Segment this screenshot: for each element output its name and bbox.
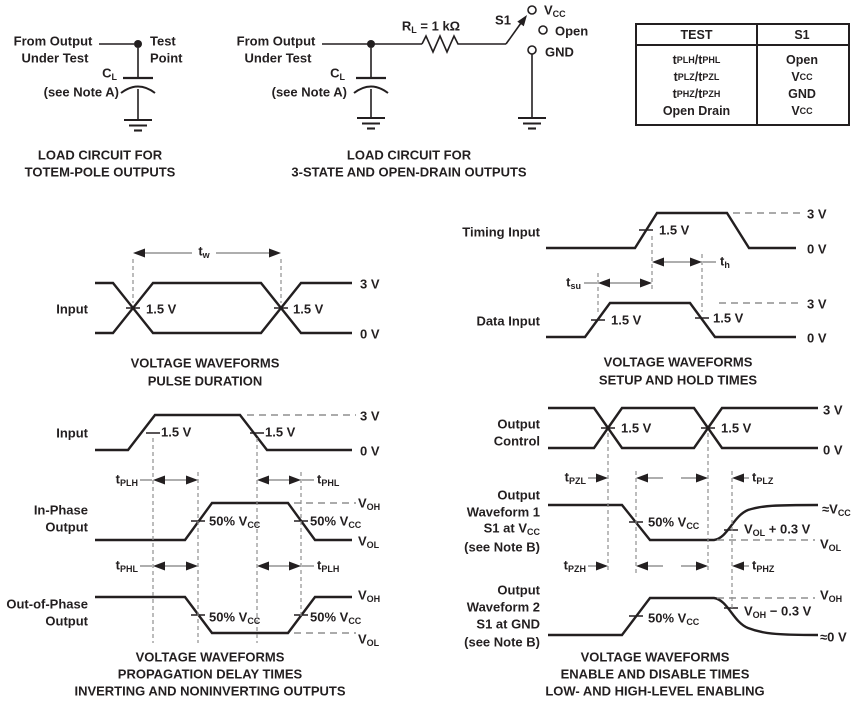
test-column-header: TEST xyxy=(680,27,713,42)
tpzh-label: $t_{PZH}$ xyxy=(563,557,586,574)
voh-level-label: $V_{OH}$ xyxy=(820,587,843,604)
output-control-waveform xyxy=(548,408,818,448)
tphl-label: $t_{PHL}$ xyxy=(317,471,340,488)
input-signal-label: Input xyxy=(56,301,88,317)
threshold-label: 1.5 V xyxy=(659,222,690,238)
high-level-label: 3 V xyxy=(807,206,827,222)
arrowhead-right xyxy=(640,279,652,288)
s1-switch-label: S1 xyxy=(495,12,511,28)
enable-disable-caption: ENABLE AND DISABLE TIMES xyxy=(560,666,750,682)
table-column-divider xyxy=(756,25,758,124)
test-cell: t PHZ /t PZH xyxy=(672,86,721,101)
switch-arrowhead xyxy=(517,15,527,26)
arrowhead xyxy=(153,476,165,485)
approx-zero-label: ≈0 V xyxy=(820,629,847,645)
in-phase-output-label: Output xyxy=(45,519,88,535)
tsu-label: $t_{su}$ xyxy=(566,274,581,291)
arrowhead xyxy=(186,562,198,571)
prop-delay-caption: VOLTAGE WAVEFORMS xyxy=(135,649,285,665)
note-a-reference: (see Note A) xyxy=(43,84,119,100)
high-level-label: 3 V xyxy=(823,402,843,418)
note-b-reference: (see Note B) xyxy=(464,539,540,555)
test-point-label: Test xyxy=(150,33,176,49)
ground-symbol xyxy=(357,118,385,129)
input-signal-label: Input xyxy=(56,425,88,441)
threshold-label: 1.5 V xyxy=(161,424,192,440)
table-header-row xyxy=(637,25,848,46)
high-level-label: 3 V xyxy=(360,408,380,424)
tplh-label: $t_{PLH}$ xyxy=(115,471,138,488)
output-control-label: Control xyxy=(493,433,540,449)
arrowhead xyxy=(636,474,648,483)
arrowhead-right xyxy=(690,258,702,267)
ground-symbol xyxy=(124,120,152,131)
note-b-reference: (see Note B) xyxy=(464,634,540,650)
arrowhead xyxy=(696,474,708,483)
setup-hold-caption: SETUP AND HOLD TIMES xyxy=(598,372,758,388)
pulse-caption: PULSE DURATION xyxy=(147,373,263,389)
gnd-contact xyxy=(528,46,536,54)
in-phase-output-label: In-Phase xyxy=(33,502,88,518)
s1-switch-table xyxy=(635,23,850,126)
test-point-node xyxy=(134,40,142,48)
output-node xyxy=(367,40,375,48)
s1-column-header: S1 xyxy=(794,27,810,42)
vcc-position-label: $V_{CC}$ xyxy=(544,2,566,19)
tplz-label: $t_{PLZ}$ xyxy=(752,469,774,486)
test-cell: Open Drain xyxy=(662,103,731,118)
vol-level-label: $V_{OL}$ xyxy=(358,631,380,648)
half-vcc-label: 50% $V_{CC}$ xyxy=(648,610,700,627)
test-cell: t PLZ /t PZL xyxy=(673,69,720,84)
threshold-label: 1.5 V xyxy=(611,312,642,328)
table-row xyxy=(637,68,848,85)
table-row xyxy=(637,85,848,102)
table-body xyxy=(637,46,848,124)
approx-vcc-label: $\approx V_{CC}$ xyxy=(822,501,851,518)
waveform2-label: Waveform 2 xyxy=(466,599,540,615)
threshold-label: 1.5 V xyxy=(293,301,324,317)
high-level-label: 3 V xyxy=(360,276,380,292)
arrowhead xyxy=(153,562,165,571)
rl-value-label: $R_L = 1$ kΩ xyxy=(401,18,461,35)
tpzl-label: $t_{PZL}$ xyxy=(564,469,586,486)
from-output-label: From Output xyxy=(236,33,316,49)
tphz-label: $t_{PHZ}$ xyxy=(752,557,775,574)
gnd-position-label: GND xyxy=(545,44,574,60)
arrowhead-left xyxy=(133,249,145,258)
arrowhead xyxy=(732,562,744,571)
threshold-label: 1.5 V xyxy=(146,301,177,317)
cl-label: $C_L$ xyxy=(330,65,345,82)
dashed-level xyxy=(719,213,801,303)
arrowhead xyxy=(636,562,648,571)
three-state-caption: 3-STATE AND OPEN-DRAIN OUTPUTS xyxy=(291,164,527,180)
arrowhead-left xyxy=(652,258,664,267)
arrowhead xyxy=(257,476,269,485)
threshold-label: 1.5 V xyxy=(713,310,744,326)
low-level-label: 0 V xyxy=(360,326,380,342)
threshold-label: 1.5 V xyxy=(721,420,752,436)
waveform2-label: Output xyxy=(497,582,540,598)
s1-cell: V CC xyxy=(791,69,813,84)
s1-cell: Open xyxy=(786,52,818,67)
vol-plus-label: $V_{OL} + 0.3$ V xyxy=(744,521,811,538)
low-level-label: 0 V xyxy=(360,443,380,459)
tplh-label: $t_{PLH}$ xyxy=(317,557,340,574)
half-vcc-label: 50% $V_{CC}$ xyxy=(648,514,700,531)
voh-level-label: $V_{OH}$ xyxy=(358,587,381,604)
ground-symbol xyxy=(518,118,546,129)
vol-level-label: $V_{OL}$ xyxy=(358,533,380,550)
waveform1-label: Waveform 1 xyxy=(466,504,540,520)
enable-disable-caption: LOW- AND HIGH-LEVEL ENABLING xyxy=(545,683,765,699)
low-level-label: 0 V xyxy=(807,330,827,346)
setup-hold-caption: VOLTAGE WAVEFORMS xyxy=(603,354,753,370)
data-input-waveform xyxy=(546,303,796,337)
arrowhead xyxy=(596,474,608,483)
pulse-duration-drawing xyxy=(95,249,352,334)
test-point-label: Point xyxy=(150,50,183,66)
half-vcc-label: 50% $V_{CC}$ xyxy=(209,513,261,530)
from-output-label: From Output xyxy=(13,33,93,49)
out-of-phase-output-label: Out-of-Phase xyxy=(6,596,88,612)
threshold-label: 1.5 V xyxy=(265,424,296,440)
data-input-label: Data Input xyxy=(476,313,540,329)
s1-cell: GND xyxy=(788,86,816,101)
table-row xyxy=(637,102,848,119)
prop-delay-caption: INVERTING AND NONINVERTING OUTPUTS xyxy=(74,683,346,699)
enable-disable-caption: VOLTAGE WAVEFORMS xyxy=(580,649,730,665)
output-control-waveform xyxy=(548,408,818,448)
vcc-contact xyxy=(528,6,536,14)
note-a-reference: (see Note A) xyxy=(271,84,347,100)
arrowhead xyxy=(257,562,269,571)
half-vcc-label: 50% $V_{CC}$ xyxy=(310,609,362,626)
arrowhead xyxy=(289,562,301,571)
arrowhead xyxy=(186,476,198,485)
low-level-label: 0 V xyxy=(823,442,843,458)
timing-input-label: Timing Input xyxy=(462,224,540,240)
waveform1-label: Output xyxy=(497,487,540,503)
tphl-label: $t_{PHL}$ xyxy=(115,557,138,574)
voh-level-label: $V_{OH}$ xyxy=(358,495,381,512)
arrowhead xyxy=(596,562,608,571)
half-vcc-label: 50% $V_{CC}$ xyxy=(209,609,261,626)
arrowhead xyxy=(732,474,744,483)
waveform1-label: S1 at $V_{CC}$ xyxy=(483,520,540,537)
low-level-label: 0 V xyxy=(807,241,827,257)
arrowhead-left xyxy=(598,279,610,288)
vol-level-label: $V_{OL}$ xyxy=(820,536,842,553)
arrowhead xyxy=(289,476,301,485)
voh-minus-label: $V_{OH} - 0.3$ V xyxy=(744,603,812,620)
under-test-label: Under Test xyxy=(21,50,89,66)
open-contact xyxy=(539,26,547,34)
table-row xyxy=(637,51,848,68)
test-cell: t PLH /t PHL xyxy=(672,52,721,67)
tw-label: $t_w$ xyxy=(198,243,210,260)
totem-caption: LOAD CIRCUIT FOR xyxy=(37,147,163,163)
prop-delay-caption: PROPAGATION DELAY TIMES xyxy=(117,666,303,682)
dashed-guide xyxy=(133,259,281,303)
cl-label: $C_L$ xyxy=(102,65,117,82)
open-position-label: Open xyxy=(555,23,589,39)
resistor-symbol xyxy=(422,36,506,52)
arrowhead-right xyxy=(269,249,281,258)
arrowhead xyxy=(696,562,708,571)
output-control-label: Output xyxy=(497,416,540,432)
under-test-label: Under Test xyxy=(244,50,312,66)
pulse-caption: VOLTAGE WAVEFORMS xyxy=(130,355,280,371)
waveform2-label: S1 at GND xyxy=(476,616,540,632)
high-level-label: 3 V xyxy=(807,296,827,312)
s1-cell: V CC xyxy=(791,103,813,118)
three-state-caption: LOAD CIRCUIT FOR xyxy=(346,147,472,163)
th-label: $t_h$ xyxy=(720,253,730,270)
input-waveform xyxy=(95,415,352,450)
half-vcc-label: 50% $V_{CC}$ xyxy=(310,513,362,530)
out-of-phase-output-label: Output xyxy=(45,613,88,629)
totem-caption: TOTEM-POLE OUTPUTS xyxy=(24,164,176,180)
threshold-label: 1.5 V xyxy=(621,420,652,436)
